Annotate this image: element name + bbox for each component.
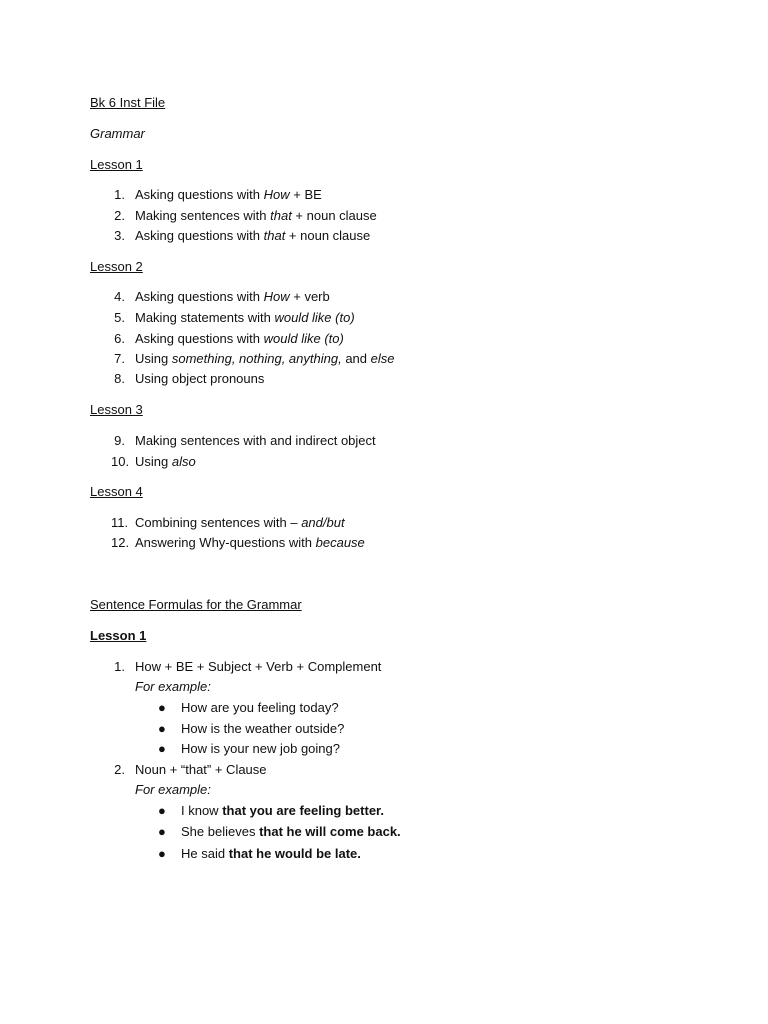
list-item: Making sentences with that + noun clause [135, 208, 377, 223]
bullet-icon: ● [158, 721, 166, 736]
list-number: 12. [111, 535, 130, 550]
list-number: 9. [114, 433, 125, 448]
list-item: Asking questions with How + BE [135, 187, 322, 202]
list-item: Asking questions with How + verb [135, 289, 330, 304]
list-number: 8. [114, 371, 125, 386]
list-item: Answering Why-questions with because [135, 535, 365, 550]
list-number: 1. [114, 187, 125, 202]
document-title: Bk 6 Inst File [90, 95, 166, 110]
list-item: Asking questions with would like (to) [135, 331, 344, 346]
list-number: 3. [114, 228, 125, 243]
lesson-4-heading: Lesson 4 [90, 484, 143, 499]
list-number: 5. [114, 310, 125, 325]
list-item: Making sentences with and indirect object [135, 433, 376, 448]
bullet-icon: ● [158, 700, 166, 715]
example-item: I know that you are feeling better. [181, 803, 385, 818]
bullet-icon: ● [158, 846, 166, 861]
example-item: He said that he would be late. [181, 846, 361, 861]
list-item: Using object pronouns [135, 371, 265, 386]
list-item: Making statements with would like (to) [135, 310, 355, 325]
list-number: 2. [114, 208, 125, 223]
lesson-3-heading: Lesson 3 [90, 402, 143, 417]
list-number: 4. [114, 289, 125, 304]
example-label: For example: [135, 782, 211, 797]
formulas-heading: Sentence Formulas for the Grammar [90, 597, 302, 612]
list-item: Using also [135, 454, 196, 469]
bullet-icon: ● [158, 803, 166, 818]
list-item: Combining sentences with – and/but [135, 515, 345, 530]
section-grammar-heading: Grammar [90, 126, 145, 141]
formula-text: Noun + “that” + Clause [135, 762, 267, 777]
list-number: 1. [114, 659, 125, 674]
formulas-lesson-1-heading: Lesson 1 [90, 628, 147, 643]
list-number: 11. [111, 515, 129, 530]
list-number: 10. [111, 454, 130, 469]
bullet-icon: ● [158, 824, 166, 839]
list-number: 7. [114, 351, 125, 366]
list-item: Using something, nothing, anything, and else [135, 351, 395, 366]
lesson-1-heading: Lesson 1 [90, 157, 143, 172]
list-item: Asking questions with that + noun clause [135, 228, 371, 243]
lesson-2-heading: Lesson 2 [90, 259, 143, 274]
example-item: How is the weather outside? [181, 721, 345, 736]
formula-text: How + BE + Subject + Verb + Complement [135, 659, 382, 674]
example-label: For example: [135, 679, 211, 694]
list-number: 6. [114, 331, 125, 346]
example-item: How are you feeling today? [181, 700, 339, 715]
example-item: How is your new job going? [181, 741, 340, 756]
bullet-icon: ● [158, 741, 166, 756]
list-number: 2. [114, 762, 125, 777]
example-item: She believes that he will come back. [181, 824, 401, 839]
